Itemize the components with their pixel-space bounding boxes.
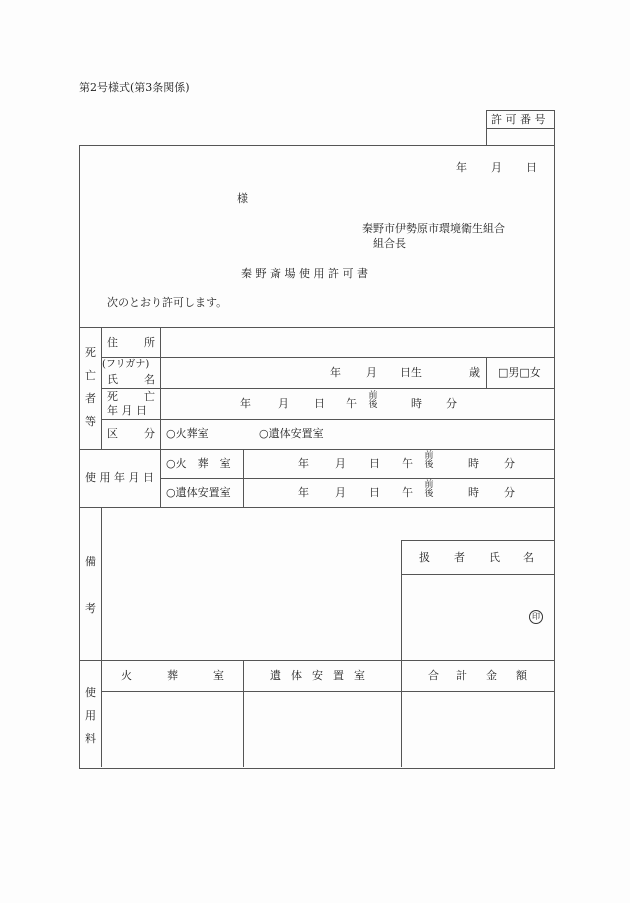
fee-col-char: 火	[121, 669, 132, 682]
handler-label-char: 者	[454, 551, 465, 564]
date-month: 月	[491, 161, 502, 174]
fee-total-field[interactable]	[402, 692, 553, 767]
divider	[401, 540, 554, 541]
usage-noon: 午	[402, 457, 413, 470]
death-month: 月	[278, 397, 289, 410]
section-label-char: 死	[85, 346, 96, 359]
fee-cremation-field[interactable]	[102, 692, 242, 767]
death-label-a: 死	[107, 390, 118, 403]
usage-date-label: 使 用 年 月 日	[85, 471, 154, 484]
usage-hour: 時	[468, 486, 479, 499]
death-label-b: 亡	[144, 390, 155, 403]
category-label-b: 分	[144, 427, 155, 440]
divider	[101, 388, 554, 389]
section-label-char: 者	[85, 392, 96, 405]
fee-col-char: 室	[213, 669, 224, 682]
usage-minute: 分	[504, 486, 515, 499]
am-pm-selector[interactable]: 前 後	[368, 391, 378, 410]
fee-col-char: 計	[456, 669, 467, 682]
address-field[interactable]	[161, 328, 553, 357]
gender-checkboxes[interactable]: □男□女	[498, 366, 541, 379]
document-title: 秦 野 斎 場 使 用 許 可 書	[241, 267, 368, 280]
name-label-b: 名	[144, 373, 155, 386]
am-pm-selector[interactable]: 前 後	[424, 480, 434, 499]
handler-label-char: 氏	[489, 551, 500, 564]
date-year: 年	[456, 161, 467, 174]
addressee-suffix: 様	[237, 192, 248, 205]
fees-label-char: 使	[85, 686, 96, 699]
handler-label-char: 名	[523, 551, 534, 564]
am-pm-selector[interactable]: 前 後	[424, 451, 434, 470]
birth-month: 月	[366, 366, 377, 379]
fee-morgue-field[interactable]	[244, 692, 400, 767]
date-day: 日	[526, 161, 537, 174]
fees-label-char: 料	[85, 732, 96, 745]
form-number: 第2号様式(第3条関係)	[79, 81, 190, 94]
fee-col-char: 置	[333, 669, 344, 682]
usage-facility-morgue[interactable]: ○遺体安置室	[166, 486, 231, 499]
section-label-char: 亡	[85, 369, 96, 382]
name-field[interactable]	[161, 358, 321, 388]
usage-year: 年	[298, 486, 309, 499]
divider	[101, 327, 102, 449]
fee-col-char: 室	[354, 669, 365, 682]
usage-minute: 分	[504, 457, 515, 470]
death-year: 年	[240, 397, 251, 410]
divider	[486, 357, 487, 388]
divider	[79, 449, 554, 450]
usage-month: 月	[335, 457, 346, 470]
issuer-org: 秦野市伊勢原市環境衛生組合	[362, 222, 505, 235]
category-label-a: 区	[107, 427, 118, 440]
addressee-field[interactable]	[100, 188, 230, 206]
issuer-title: 組合長	[373, 237, 406, 250]
remarks-label-char: 備	[85, 555, 96, 568]
usage-month: 月	[335, 486, 346, 499]
death-day: 日	[314, 397, 325, 410]
usage-noon: 午	[402, 486, 413, 499]
divider	[160, 478, 554, 479]
divider	[243, 449, 244, 507]
birth-day: 日生	[400, 366, 422, 379]
fee-col-char: 安	[312, 669, 323, 682]
fees-label-char: 用	[85, 709, 96, 722]
death-minute: 分	[446, 397, 457, 410]
furigana-label: (フリガナ)	[102, 359, 150, 370]
category-option-cremation[interactable]: ○火葬室	[166, 427, 209, 440]
permit-number-field[interactable]	[487, 129, 553, 145]
death-noon: 午	[346, 397, 357, 410]
fee-col-char: 葬	[167, 669, 178, 682]
fee-col-char: 額	[516, 669, 527, 682]
divider	[79, 660, 554, 661]
address-label-b: 所	[144, 336, 155, 349]
usage-day: 日	[369, 486, 380, 499]
address-label-a: 住	[107, 336, 118, 349]
usage-facility-cremation[interactable]: ○火 葬 室	[166, 457, 231, 470]
section-label-char: 等	[85, 415, 96, 428]
birth-year: 年	[330, 366, 341, 379]
fee-col-char: 金	[486, 669, 497, 682]
fee-col-char: 合	[428, 669, 439, 682]
usage-day: 日	[369, 457, 380, 470]
divider	[101, 419, 554, 420]
fee-col-char: 遺	[270, 669, 281, 682]
permit-number-label: 許 可 番 号	[491, 113, 546, 126]
death-hour: 時	[411, 397, 422, 410]
name-label-a: 氏	[107, 373, 118, 386]
fee-col-char: 体	[291, 669, 302, 682]
seal-icon: 印	[529, 610, 543, 624]
age-label: 歳	[469, 366, 480, 379]
category-option-morgue[interactable]: ○遺体安置室	[259, 427, 324, 440]
handler-label-char: 扱	[419, 551, 430, 564]
death-label-date: 年 月 日	[107, 404, 147, 417]
usage-year: 年	[298, 457, 309, 470]
remarks-label-char: 考	[85, 602, 96, 615]
intro-text: 次のとおり許可します。	[107, 296, 228, 309]
usage-hour: 時	[468, 457, 479, 470]
remarks-field[interactable]	[102, 508, 400, 660]
